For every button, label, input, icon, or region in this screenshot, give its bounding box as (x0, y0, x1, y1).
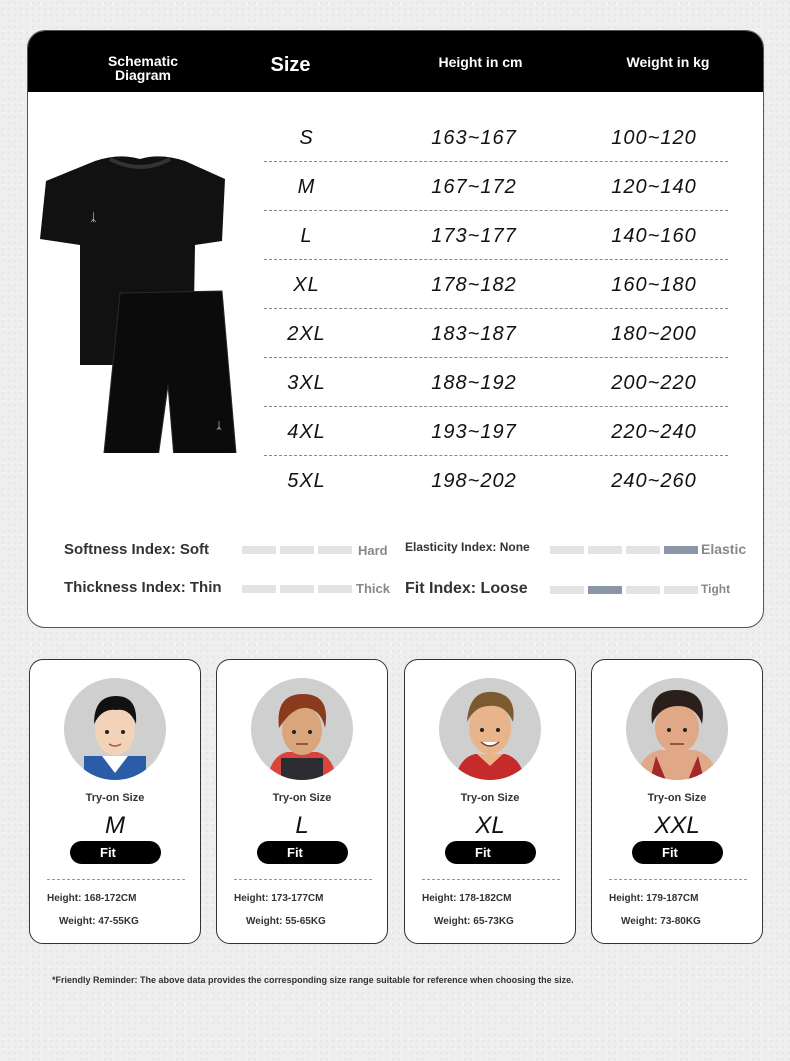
thickness-bar-3 (318, 585, 352, 593)
avatar (439, 678, 541, 780)
model-height: Height: 168-172CM (47, 893, 137, 904)
size-cell: 4XL (287, 421, 326, 443)
model-height: Height: 178-182CM (422, 893, 512, 904)
elasticity-bar-4 (664, 546, 698, 554)
softness-label: Softness Index: Soft (64, 541, 210, 558)
weight-cell: 240~260 (611, 470, 697, 492)
height-cell: 193~197 (431, 421, 517, 443)
height-cell: 167~172 (431, 176, 517, 198)
model-card (29, 659, 201, 944)
size-row (264, 456, 728, 504)
weight-cell: 120~140 (611, 176, 697, 198)
fit-badge: Fit (632, 841, 723, 864)
fit-bar-1 (550, 586, 584, 594)
header-weight: Weight in kg (626, 54, 710, 70)
tryon-size: M (105, 812, 125, 839)
tryon-label: Try-on Size (647, 792, 707, 804)
size-cell: 5XL (287, 470, 326, 492)
model-card (404, 659, 576, 944)
height-cell: 198~202 (431, 470, 517, 492)
size-cell: S (299, 127, 314, 149)
thickness-bar-1 (242, 585, 276, 593)
card-divider (47, 879, 185, 880)
softness-bar-3 (318, 546, 352, 554)
tryon-label: Try-on Size (460, 792, 520, 804)
avatar-illustration (64, 678, 166, 780)
weight-cell: 160~180 (611, 274, 697, 296)
header-size: Size (270, 54, 311, 76)
fit-badge: Fit (70, 841, 161, 864)
model-card (591, 659, 763, 944)
garment-illustration (40, 153, 240, 453)
softness-bar-2 (280, 546, 314, 554)
model-height: Height: 173-177CM (234, 893, 324, 904)
model-weight: Weight: 65-73KG (434, 916, 514, 927)
size-cell: 3XL (287, 372, 326, 394)
tryon-label: Try-on Size (272, 792, 332, 804)
tryon-size: XXL (654, 812, 700, 839)
softness-index (64, 541, 404, 561)
size-cell: L (300, 225, 313, 247)
size-row (264, 358, 728, 407)
size-chart-header (28, 31, 763, 92)
fit-badge: Fit (445, 841, 536, 864)
elasticity-bar-1 (550, 546, 584, 554)
elasticity-end: Elastic (701, 541, 747, 557)
size-chart-panel (27, 30, 764, 628)
elasticity-bar-2 (588, 546, 622, 554)
fit-bar-4 (664, 586, 698, 594)
fit-end: Tight (701, 582, 731, 596)
thickness-index (64, 579, 404, 599)
tryon-size: L (295, 812, 309, 839)
model-card (216, 659, 388, 944)
size-cell: XL (293, 274, 320, 296)
size-row (264, 162, 728, 211)
height-cell: 183~187 (431, 323, 517, 345)
card-divider (609, 879, 747, 880)
model-weight: Weight: 73-80KG (621, 916, 701, 927)
height-cell: 188~192 (431, 372, 517, 394)
height-cell: 173~177 (431, 225, 517, 247)
avatar-illustration (626, 678, 728, 780)
fit-label: Fit Index: Loose (405, 580, 528, 597)
tryon-size: XL (475, 812, 505, 839)
avatar-illustration (251, 678, 353, 780)
model-height: Height: 179-187CM (609, 893, 699, 904)
card-divider (422, 879, 560, 880)
size-cell: M (297, 176, 316, 198)
thickness-label: Thickness Index: Thin (64, 579, 222, 596)
weight-cell: 180~200 (611, 323, 697, 345)
fit-badge: Fit (257, 841, 348, 864)
weight-cell: 200~220 (611, 372, 697, 394)
header-diagram: Schematic Diagram (107, 53, 179, 83)
size-row (264, 113, 728, 162)
header-height: Height in cm (438, 54, 523, 70)
weight-cell: 100~120 (611, 127, 697, 149)
avatar-illustration (439, 678, 541, 780)
elasticity-label: Elasticity Index: None (405, 540, 530, 554)
height-cell: 178~182 (431, 274, 517, 296)
elasticity-index (405, 539, 755, 561)
height-cell: 163~167 (431, 127, 517, 149)
under-armour-logo-icon: ᛣ (90, 212, 97, 224)
tryon-label: Try-on Size (85, 792, 145, 804)
thickness-end: Thick (356, 581, 390, 596)
softness-end: Hard (358, 543, 388, 558)
fit-index (405, 579, 755, 601)
size-row (264, 260, 728, 309)
weight-cell: 220~240 (611, 421, 697, 443)
weight-cell: 140~160 (611, 225, 697, 247)
softness-bar-1 (242, 546, 276, 554)
size-row (264, 211, 728, 260)
avatar (251, 678, 353, 780)
size-table (264, 113, 728, 504)
under-armour-logo-icon: ᛣ (216, 421, 222, 432)
shorts-shape (104, 291, 236, 453)
model-weight: Weight: 47-55KG (59, 916, 139, 927)
friendly-reminder: *Friendly Reminder: The above data provides the corresponding size range suitable for reference when choosing the size. (52, 975, 574, 985)
model-weight: Weight: 55-65KG (246, 916, 326, 927)
elasticity-bar-3 (626, 546, 660, 554)
fit-bar-2 (588, 586, 622, 594)
thickness-bar-2 (280, 585, 314, 593)
card-divider (234, 879, 372, 880)
size-cell: 2XL (287, 323, 326, 345)
size-row (264, 309, 728, 358)
avatar (626, 678, 728, 780)
size-row (264, 407, 728, 456)
fit-bar-3 (626, 586, 660, 594)
avatar (64, 678, 166, 780)
